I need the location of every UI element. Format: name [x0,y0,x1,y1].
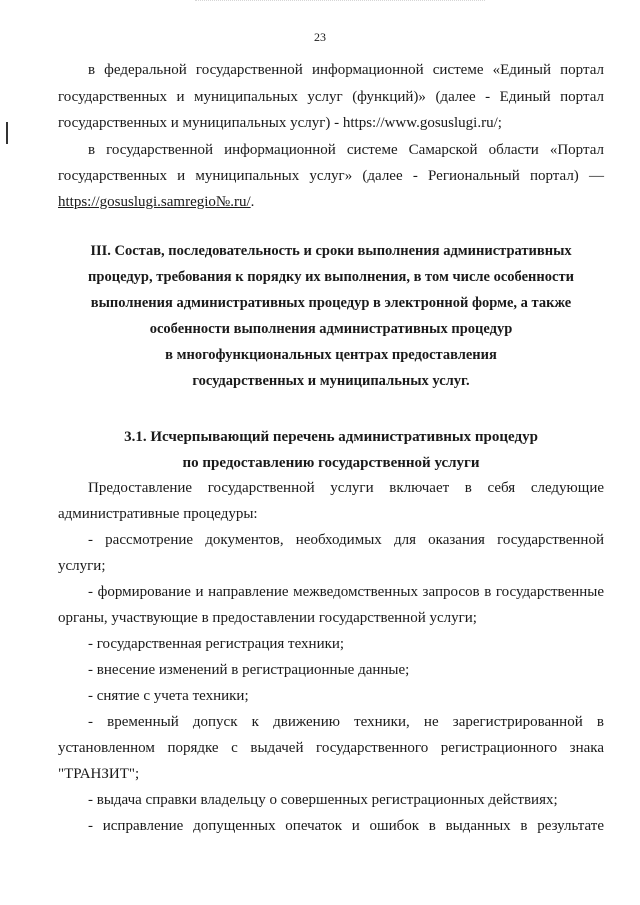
body-line: - государственная регистрация техники; [88,636,345,652]
body-line: установленном порядке с выдачей государственного регистрационного знака [58,740,604,756]
scan-top-mark [195,0,485,5]
body-line: - рассмотрение документов, необходимых для оказания государственной [88,532,604,548]
link-tail: . [250,194,255,210]
section-heading-line: особенности выполнения административных процедур [149,321,513,337]
regional-portal-link[interactable]: https://gosuslugi.samregio№.ru/ [58,194,251,210]
body-line: - внесение изменений в регистрационные данные; [88,662,410,678]
section-heading-line: процедур, требования к порядку их выполнения, в том числе особенности [88,269,574,285]
body-line: органы, участвующие в предоставлении государственной услуги; [58,610,477,626]
section-heading-line: государственных и муниципальных услуг. [192,373,470,389]
subsection-heading-line: 3.1. Исчерпывающий перечень административных процедур [124,429,538,445]
body-line: "ТРАНЗИТ"; [58,766,140,782]
intro-line: государственных и муниципальных услуг (функций)» (далее - Единый портал [58,89,604,105]
section-heading-line: в многофункциональных центрах предоставления [165,347,497,363]
intro-line: государственных и муниципальных услуг) - https://www.gosuslugi.ru/; [58,115,502,131]
subsection-heading-line: по предоставлению государственной услуги [182,455,480,471]
intro-line: в федеральной государственной информационной системе «Единый портал [88,62,604,78]
page-number: 23 [314,30,326,44]
body-line: - временный допуск к движению техники, не зарегистрированной в [88,714,604,730]
body-line: услуги; [58,558,106,574]
body-line: - выдача справки владельцу о совершенных регистрационных действиях; [88,792,558,808]
regional-portal-line [58,189,604,215]
body-line: - снятие с учета техники; [88,688,249,704]
intro-line: государственных и муниципальных услуг» (далее - Региональный портал) — [58,168,604,184]
body-line: Предоставление государственной услуги включает в себя следующие [88,480,604,496]
scan-edge-mark [6,122,8,144]
section-heading-line: выполнения административных процедур в электронной форме, а также [90,295,572,311]
body-line: административные процедуры: [58,506,258,522]
intro-line: в государственной информационной системе Самарской области «Портал [88,142,604,158]
body-line: - формирование и направление межведомственных запросов в государственные [88,584,604,600]
body-line: - исправление допущенных опечаток и ошибок в выданных в результате [88,818,604,834]
section-heading-line: III. Состав, последовательность и сроки выполнения административных [90,243,572,259]
